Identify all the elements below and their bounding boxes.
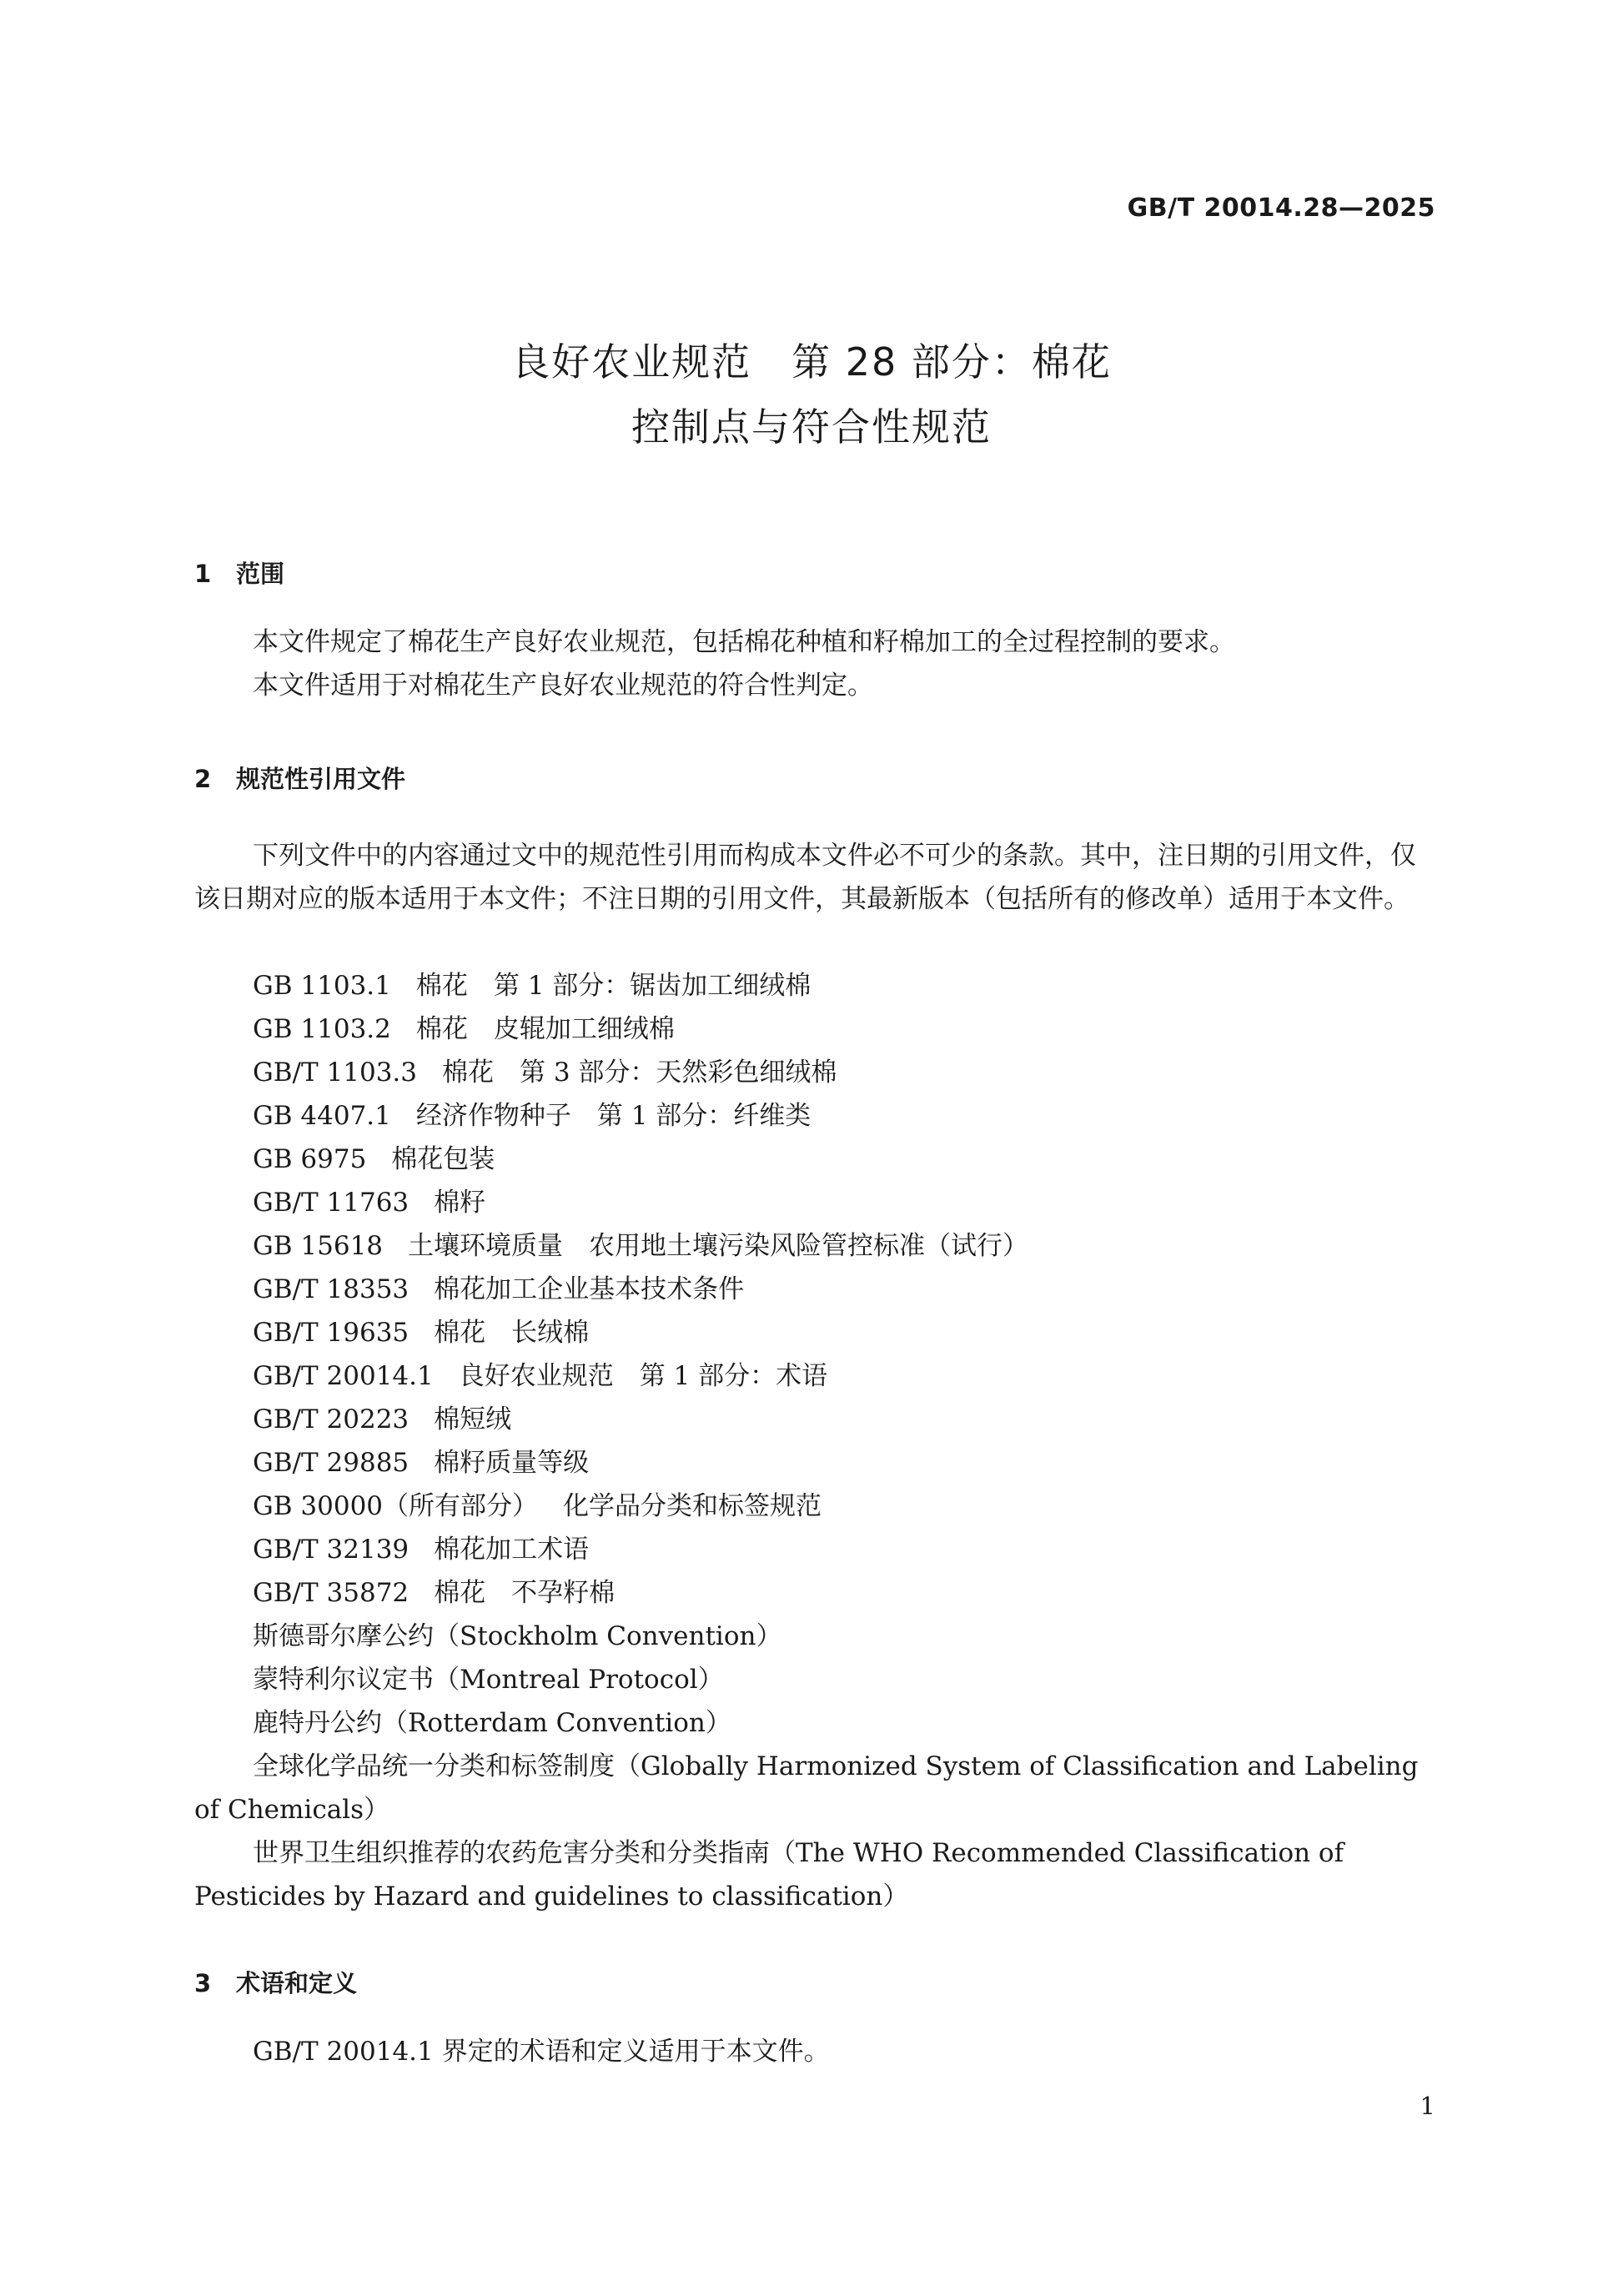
reference-item [194,964,1433,1007]
reference-item [194,1311,1433,1354]
reference-item [194,1094,1433,1138]
section-number: 2 [194,765,212,793]
reference-title: 鹿特丹公约（Rotterdam Convention） [253,1708,731,1738]
reference-item [194,1354,1433,1398]
scope-paragraph-1: 本文件规定了棉花生产良好农业规范，包括棉花种植和籽棉加工的全过程控制的要求。 [253,627,1235,657]
reference-item [194,1485,1433,1528]
section-heading-terms [194,1965,357,1999]
reference-title: 良好农业规范 第 1 部分：术语 [458,1361,828,1391]
section-title: 术语和定义 [236,1969,358,1997]
reference-title: 棉花加工术语 [434,1535,590,1565]
standard-code: GB/T 20014.28—2025 [1127,193,1435,223]
section-number: 1 [194,560,212,588]
reference-code: GB/T 29885 [253,1448,410,1478]
reference-item [194,1007,1433,1051]
reference-item [194,1138,1433,1181]
reference-code: GB/T 19635 [253,1318,410,1348]
reference-code: GB/T 11763 [253,1188,410,1218]
reference-item [194,1224,1433,1268]
reference-title: 棉花 长绒棉 [434,1318,590,1348]
section-heading-normative-references [194,761,405,795]
terms-paragraph: GB/T 20014.1 界定的术语和定义适用于本文件。 [253,2037,830,2067]
document-title-line2: 控制点与符合性规范 [631,404,992,450]
reference-item [194,1051,1433,1094]
reference-code: GB 6975 [253,1144,367,1174]
reference-title: 经济作物种子 第 1 部分：纤维类 [415,1101,812,1131]
section-number: 3 [194,1969,212,1997]
reference-item [194,1701,1433,1745]
section-title: 范围 [236,560,285,588]
reference-item [194,1441,1433,1485]
reference-code: GB 1103.1 [253,971,391,1001]
reference-code: GB/T 32139 [253,1535,410,1565]
reference-item [194,1831,1433,1918]
reference-title: 棉花 第 3 部分：天然彩色细绒棉 [442,1058,837,1088]
reference-title: 棉花 第 1 部分：锯齿加工细绒棉 [415,971,812,1001]
reference-title: 棉花加工企业基本技术条件 [434,1274,745,1304]
reference-title: 世界卫生组织推荐的农药危害分类和分类指南（The WHO Recommended Classification of Pesticides by Hazard and guidelines to classification） [194,1838,1344,1912]
reference-code: GB/T 35872 [253,1578,410,1608]
reference-item [194,1658,1433,1701]
references-intro-paragraph: 下列文件中的内容通过文中的规范性引用而构成本文件必不可少的条款。其中，注日期的引用文件，仅该日期对应的版本适用于本文件；不注日期的引用文件，其最新版本（包括所有的修改单）适用于本文件。 [194,841,1416,914]
reference-title: 棉花 皮辊加工细绒棉 [415,1014,675,1044]
reference-title: 全球化学品统一分类和标签制度（Globally Harmonized System of Classification and Labeling of Chemicals） [194,1751,1419,1825]
reference-code: GB 4407.1 [253,1101,391,1131]
reference-code: GB/T 20223 [253,1404,410,1434]
reference-code: GB/T 18353 [253,1274,410,1304]
reference-code: GB/T 1103.3 [253,1058,417,1088]
page-number: 1 [1419,2092,1435,2120]
document-title-line1: 良好农业规范 第 28 部分：棉花 [511,339,1112,384]
reference-item [194,1615,1433,1658]
reference-item [194,1398,1433,1441]
reference-title: 化学品分类和标签规范 [563,1491,822,1521]
reference-title: 蒙特利尔议定书（Montreal Protocol） [253,1665,724,1695]
reference-title: 棉短绒 [434,1404,512,1434]
reference-item [194,1268,1433,1311]
reference-item [194,1528,1433,1571]
reference-code: GB 1103.2 [253,1014,391,1044]
reference-title: 棉籽质量等级 [434,1448,590,1478]
reference-item [194,1745,1433,1831]
reference-title: 棉花包装 [391,1144,495,1174]
reference-title: 土壤环境质量 农用地土壤污染风险管控标准（试行） [408,1231,1029,1261]
reference-item [194,1181,1433,1224]
section-title: 规范性引用文件 [236,765,406,793]
reference-list [194,964,1433,1918]
section-heading-scope [194,555,284,590]
scope-paragraph-2: 本文件适用于对棉花生产良好农业规范的符合性判定。 [253,671,873,701]
reference-code: GB 30000（所有部分） [253,1491,539,1521]
reference-code: GB/T 20014.1 [253,1361,434,1391]
reference-item [194,1571,1433,1615]
reference-title: 棉花 不孕籽棉 [434,1578,616,1608]
reference-code: GB 15618 [253,1231,384,1261]
reference-title: 斯德哥尔摩公约（Stockholm Convention） [253,1621,782,1651]
reference-title: 棉籽 [434,1188,486,1218]
